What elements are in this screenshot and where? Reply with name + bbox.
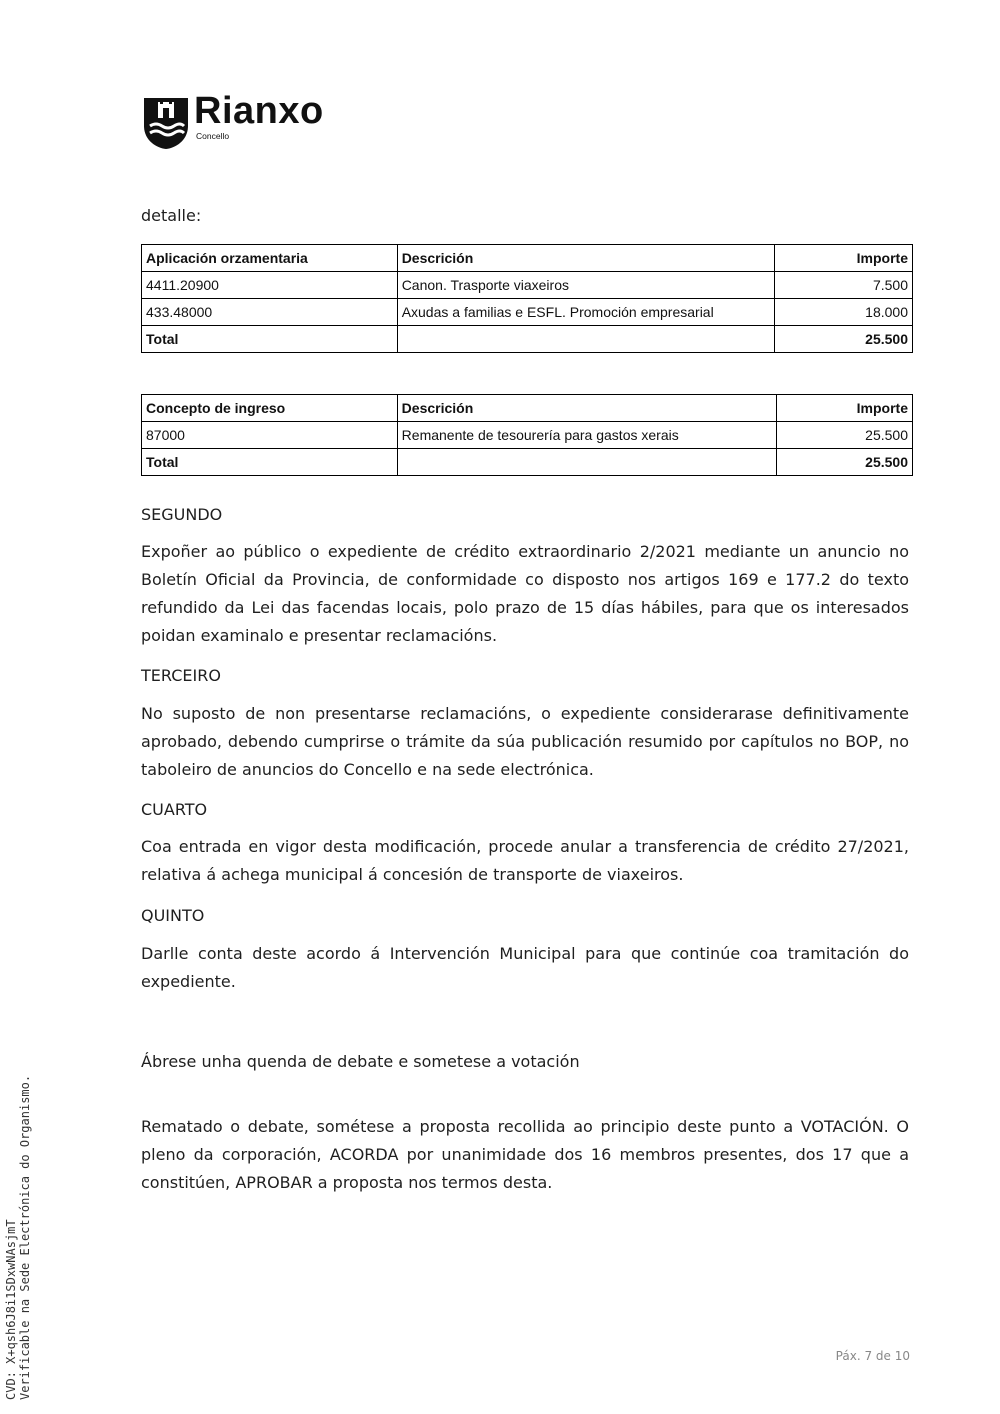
cell: 87000 [142, 422, 398, 449]
table-total-row [142, 449, 913, 476]
section-heading: QUINTO [141, 906, 205, 925]
header-cell: Descrición [397, 245, 774, 272]
verify-note: Verificable na Sede Electrónica do Organismo. [18, 1074, 32, 1400]
cell: 25.500 [777, 422, 913, 449]
cell: 25.500 [777, 449, 913, 476]
section-heading: SEGUNDO [141, 505, 223, 524]
cell: 4411.20900 [142, 272, 398, 299]
cvd-code: CVD: X+qsh6J8i1SDxwNAsjmT [4, 1219, 18, 1400]
cell: 7.500 [775, 272, 913, 299]
section-paragraph: Darlle conta deste acordo á Intervención Municipal para que continúe coa tramitación do expediente. [141, 944, 909, 991]
shield-icon [142, 96, 190, 150]
cell: Remanente de tesourería para gastos xerais [397, 422, 776, 449]
page-number: Páx. 7 de 10 [835, 1349, 910, 1363]
section-paragraph: Coa entrada en vigor desta modificación, procede anular a transferencia de crédito 27/2021, relativa á achega municipal á concesión de transporte de viaxeiros. [141, 837, 909, 884]
expense-table [141, 244, 913, 353]
section-heading: TERCEIRO [141, 666, 221, 685]
cell: Total [142, 449, 398, 476]
header-cell: Importe [775, 245, 913, 272]
cell [397, 326, 774, 353]
section-heading: CUARTO [141, 800, 208, 819]
cell: Axudas a familias e ESFL. Promoción empresarial [397, 299, 774, 326]
intro-text: detalle: [141, 206, 202, 225]
table-row [142, 272, 913, 299]
concello-logo [142, 90, 347, 152]
cell: Canon. Trasporte viaxeiros [397, 272, 774, 299]
section-paragraph: No suposto de non presentarse reclamacións, o expediente considerarase definitivamente aprobado, debendo cumprirse o trámite da súa publicación resumido por capítulos no BOP, no taboleiro de anuncios do Concello e na sede electrónica. [141, 704, 909, 779]
final-paragraph: Rematado o debate, sométese a proposta recollida ao principio deste punto a VOTACIÓN. O pleno da corporación, ACORDA por unanimidade dos 16 membros presentes, dos 17 que a constitúen, APROBAR a proposta nos termos desta. [141, 1117, 909, 1192]
table-row [142, 299, 913, 326]
cell: Total [142, 326, 398, 353]
header-cell: Descrición [397, 395, 776, 422]
header-cell: Aplicación orzamentaria [142, 245, 398, 272]
table-row [142, 422, 913, 449]
header-cell: Concepto de ingreso [142, 395, 398, 422]
table-header-row [142, 245, 913, 272]
cell [397, 449, 776, 476]
logo-subtitle: Concello [196, 131, 230, 141]
cell: 18.000 [775, 299, 913, 326]
income-table [141, 394, 913, 476]
table-header-row [142, 395, 913, 422]
header-cell: Importe [777, 395, 913, 422]
verification-sidebar [4, 1075, 32, 1400]
logo-name: Rianxo [194, 90, 324, 132]
table-total-row [142, 326, 913, 353]
cell: 433.48000 [142, 299, 398, 326]
section-paragraph: Expoñer ao público o expediente de crédito extraordinario 2/2021 mediante un anuncio no Boletín Oficial da Provincia, de conformidade co disposto nos artigos 169 e 177.2 do texto refundido da Lei das facendas locais, polo prazo de 15 días hábiles, para que os interesados poidan examinalo e presentar reclamacións. [141, 542, 909, 645]
cell: 25.500 [775, 326, 913, 353]
debate-text: Ábrese unha quenda de debate e sometese a votación [141, 1052, 580, 1071]
